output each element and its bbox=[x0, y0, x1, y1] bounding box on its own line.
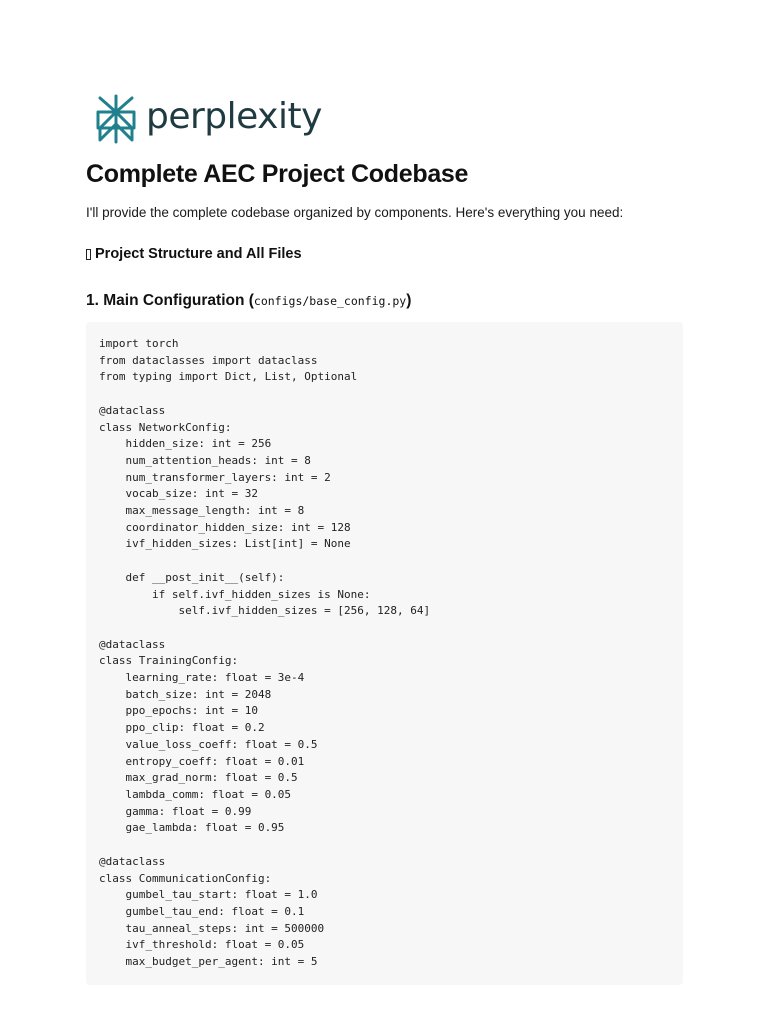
subsection-heading bbox=[86, 292, 411, 310]
code-block[interactable] bbox=[86, 322, 683, 985]
folder-icon bbox=[86, 249, 91, 260]
subsection-suffix: ) bbox=[406, 292, 412, 309]
section-heading bbox=[86, 246, 302, 262]
intro-text: I'll provide the complete codebase organized by components. Here's everything you need: bbox=[86, 205, 624, 220]
page-title: Complete AEC Project Codebase bbox=[86, 160, 469, 188]
section-heading-text: Project Structure and All Files bbox=[95, 246, 302, 262]
perplexity-logo bbox=[94, 94, 322, 144]
subsection-path: configs/base_config.py bbox=[253, 294, 407, 308]
perplexity-logo-icon bbox=[94, 94, 138, 144]
code-content: import torch from dataclasses import dataclass from typing import Dict, List, Optional @dataclass class NetworkConfig: hidden_size: int = 256 num_attention_heads: int = 8 num_transformer_layers: int = 2 vocab_size: int = 32 max_message_length: int = 8 coordinator_hidden_size: int = 128 ivf_hidden_sizes: List[int] = None def __post_init__(self): if self.ivf_hidden_sizes is None: self.ivf_hidden_sizes = [256, 128, 64] @dataclass class TrainingConfig: learning_rate: float = 3e-4 batch_size: int = 2048 ppo_epochs: int = 10 ppo_clip: float = 0.2 value_loss_coeff: float = 0.5 entropy_coeff: float = 0.01 max_grad_norm: float = 0.5 lambda_comm: float = 0.05 gamma: float = 0.99 gae_lambda: float = 0.95 @dataclass class CommunicationConfig: gumbel_tau_start: float = 1.0 gumbel_tau_end: float = 0.1 tau_anneal_steps: int = 500000 ivf_threshold: float = 0.05 max_budget_per_agent: int = 5 bbox=[99, 337, 431, 969]
logo-wordmark: perplexity bbox=[146, 96, 322, 137]
subsection-prefix: 1. Main Configuration ( bbox=[86, 292, 254, 309]
